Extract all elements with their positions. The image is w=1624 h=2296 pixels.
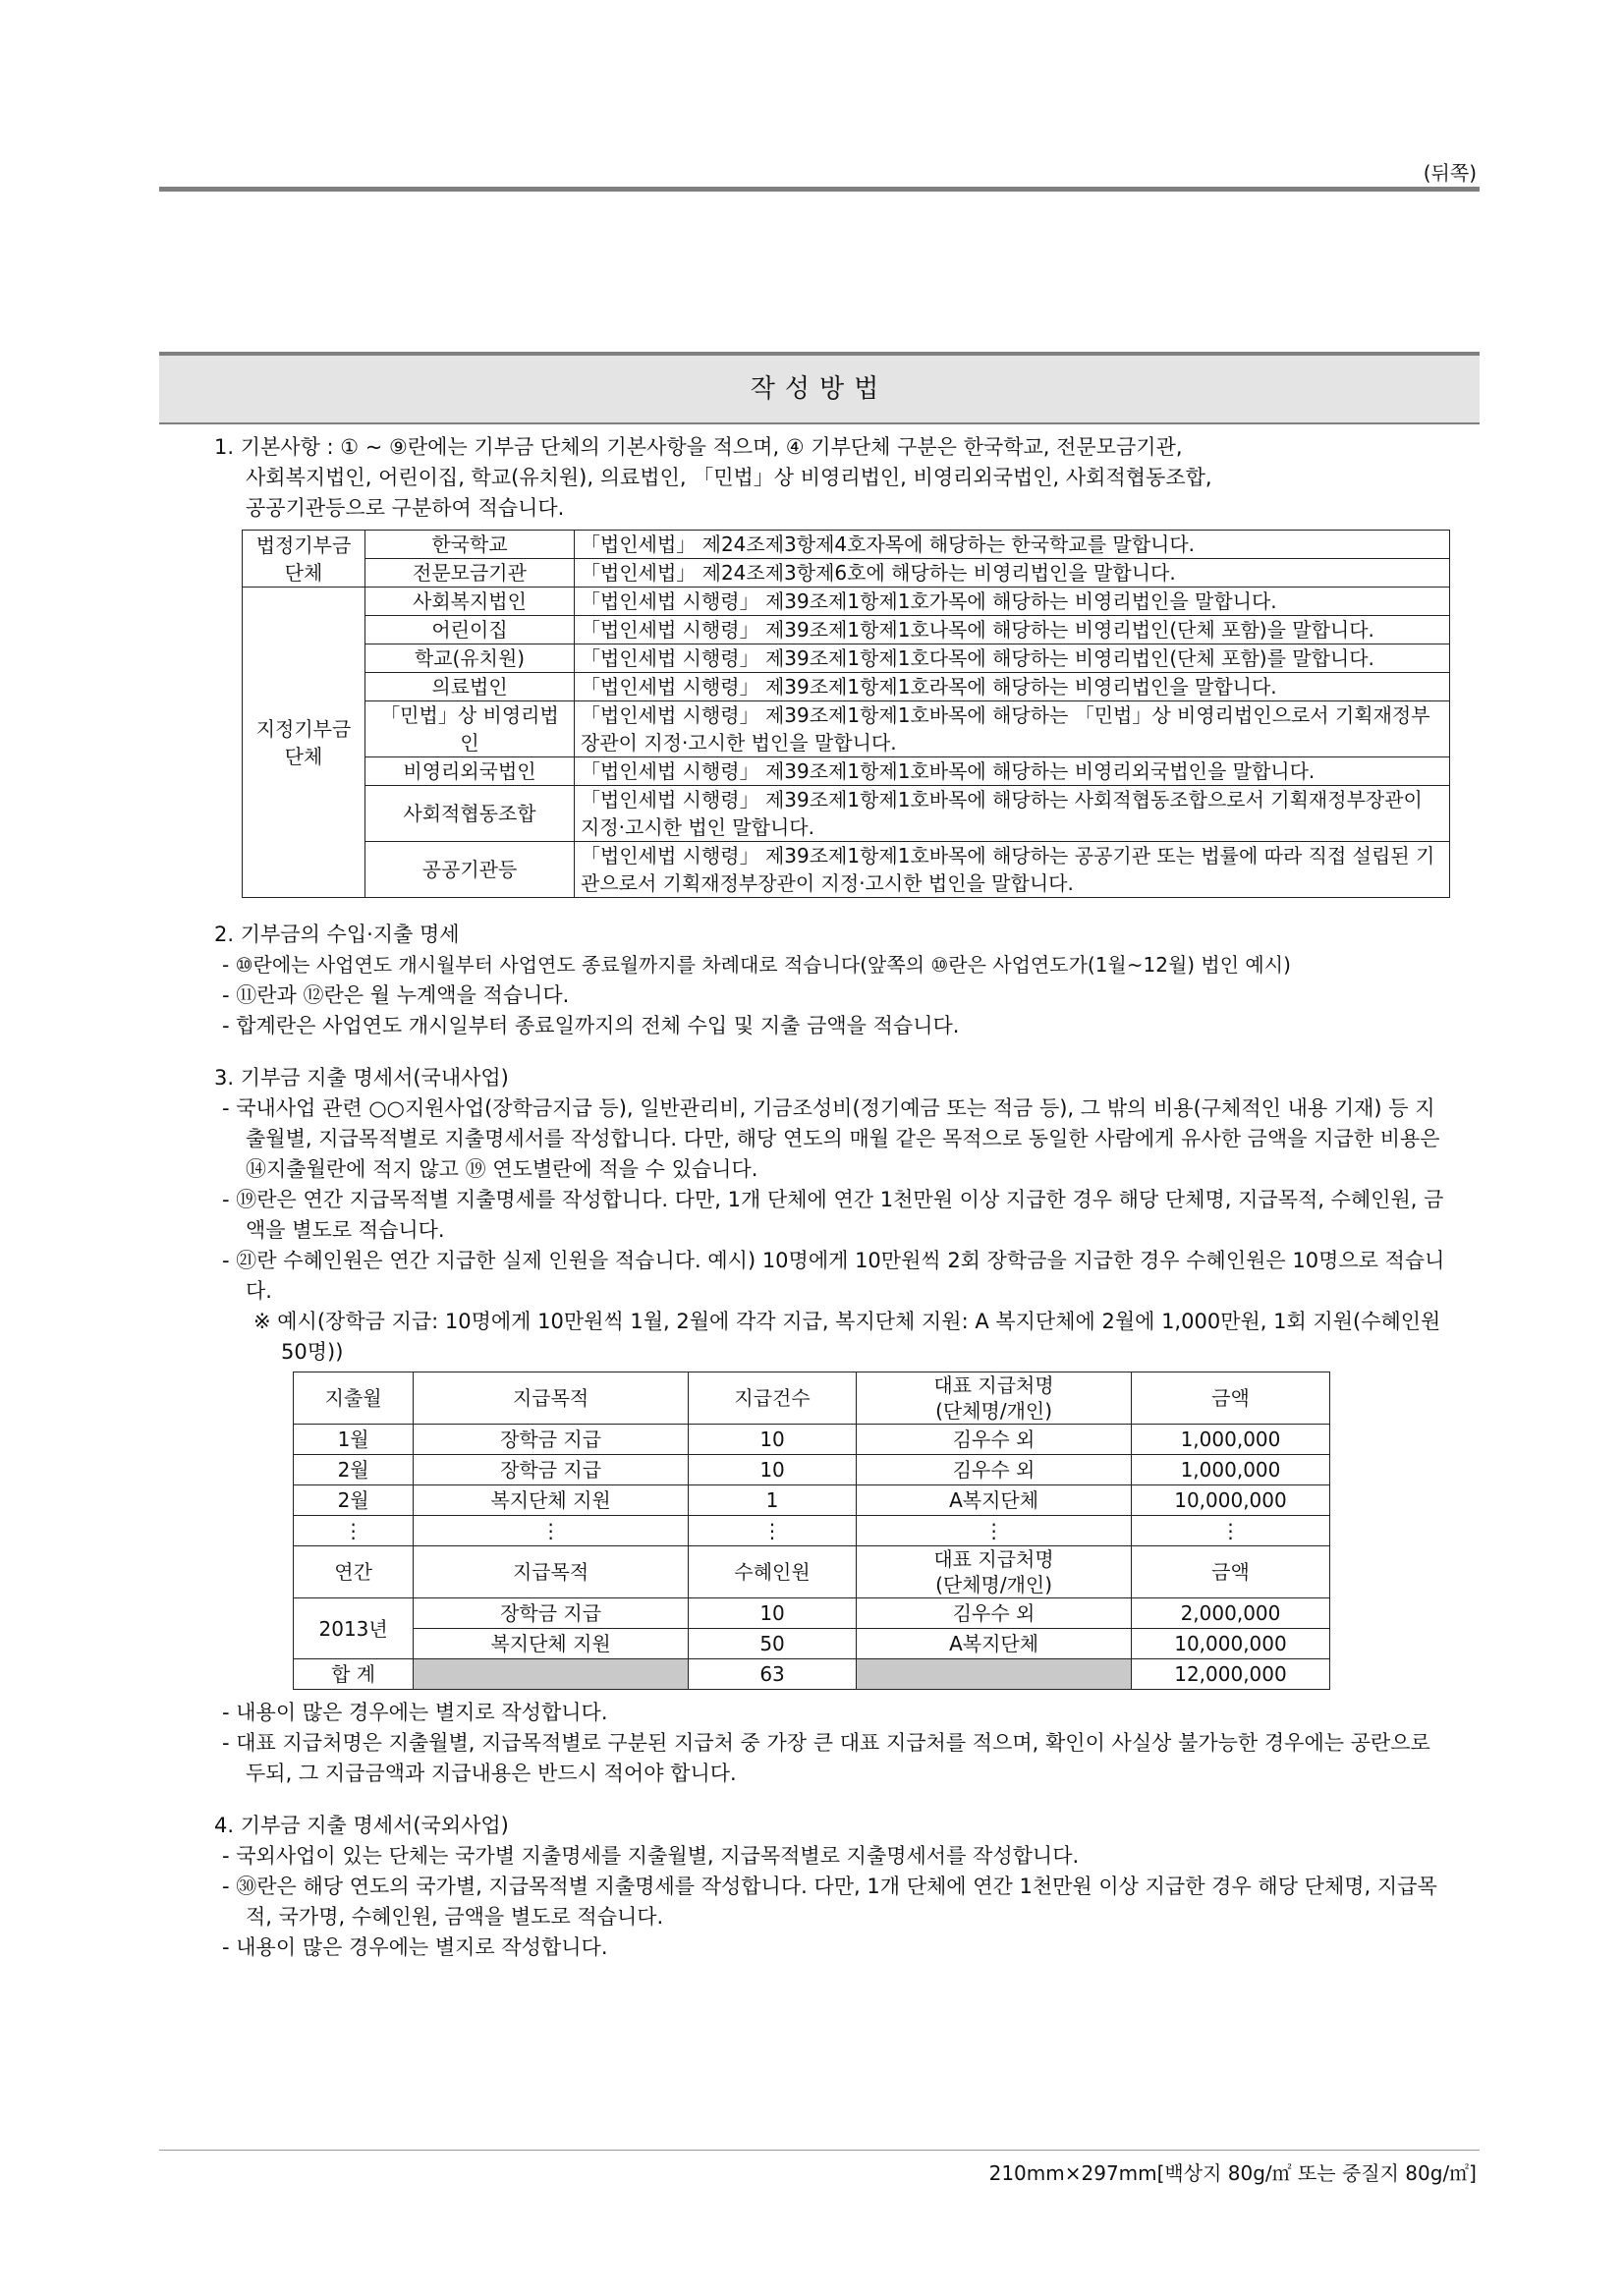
desc-cell: 「법인세법 시행령」 제39조제1항제1호바목에 해당하는 비영리외국법인을 말합니다.	[575, 757, 1450, 786]
table-cell: ⋮	[688, 1516, 856, 1546]
section-4-item: - 국외사업이 있는 단체는 국가별 지출명세를 지출월별, 지급목적별로 지출명세서를 작성합니다.	[222, 1844, 1080, 1868]
table-header-row	[294, 1546, 1330, 1598]
table-cell: 1,000,000	[1131, 1425, 1329, 1455]
header-cell: 지출월	[294, 1372, 414, 1425]
shaded-cell	[414, 1659, 689, 1690]
table-cell: A복지단체	[857, 1629, 1132, 1659]
desc-cell: 「법인세법 시행령」 제39조제1항제1호가목에 해당하는 비영리법인을 말합니다.	[575, 588, 1450, 616]
total-row	[294, 1659, 1330, 1690]
section-4	[214, 1811, 1450, 1963]
header-cell: 수혜인원	[688, 1546, 856, 1598]
organization-type-table	[242, 530, 1450, 898]
top-divider	[159, 187, 1480, 192]
type-cell: 한국학교	[365, 531, 575, 559]
table-cell: 2월	[294, 1455, 414, 1485]
section-4-heading: 4. 기부금 지출 명세서(국외사업)	[214, 1814, 509, 1837]
paper-spec-footer: 210mm×297mm[백상지 80g/㎡ 또는 중질지 80g/㎡]	[988, 2161, 1477, 2185]
table-cell: 1월	[294, 1425, 414, 1455]
section-2-item: - 합계란은 사업연도 개시일부터 종료일까지의 전체 수입 및 지출 금액을 적습니다.	[222, 1014, 960, 1037]
year-cell: 2013년	[294, 1598, 414, 1659]
total-amount-cell: 12,000,000	[1131, 1659, 1329, 1690]
table-cell: 복지단체 지원	[414, 1485, 689, 1516]
group-cell: 법정기부금 단체	[243, 531, 365, 588]
table-cell: 10,000,000	[1131, 1629, 1329, 1659]
table-cell: 2,000,000	[1131, 1598, 1329, 1629]
table-row	[294, 1516, 1330, 1546]
section-3-item: - 국내사업 관련 ○○지원사업(장학금지급 등), 일반관리비, 기금조성비(정기예금 또는 적금 등), 그 밖의 비용(구체적인 내용 기재) 등 지출월별, 지급목적별로 지출명세서를 작성합니다. 다만, 해당 연도의 매월 같은 목적으로 동일한 사람에게 유사한 금액을 지급한 비용은 ⑭지출월란에 적지 않고 ⑲ 연도별란에 적을 수 있습니다.	[222, 1096, 1440, 1181]
section-1	[214, 432, 1450, 898]
table-cell: 김우수 외	[857, 1598, 1132, 1629]
section-1-heading: 1. 기본사항 : ① ~ ⑨란에는 기부금 단체의 기본사항을 적으며, ④ 기부단체 구분은 한국학교, 전문모금기관,	[214, 435, 1183, 459]
header-cell: 연간	[294, 1546, 414, 1598]
type-cell: 어린이집	[365, 616, 575, 644]
table-cell: 장학금 지급	[414, 1598, 689, 1629]
table-cell: 1,000,000	[1131, 1455, 1329, 1485]
table-row	[243, 673, 1450, 701]
table-cell: 10	[688, 1455, 856, 1485]
section-3	[214, 1063, 1450, 1789]
title-bar	[159, 352, 1480, 424]
desc-cell: 「법인세법」 제24조제3항제4호자목에 해당하는 한국학교를 말합니다.	[575, 531, 1450, 559]
table-cell: 2월	[294, 1485, 414, 1516]
desc-cell: 「법인세법 시행령」 제39조제1항제1호나목에 해당하는 비영리법인(단체 포함)을 말합니다.	[575, 616, 1450, 644]
header-cell: 금액	[1131, 1372, 1329, 1425]
type-cell: 학교(유치원)	[365, 644, 575, 673]
table-row	[243, 842, 1450, 898]
table-cell: 10	[688, 1598, 856, 1629]
table-row	[294, 1598, 1330, 1629]
type-cell: 비영리외국법인	[365, 757, 575, 786]
type-cell: 의료법인	[365, 673, 575, 701]
section-1-line: 공공기관등으로 구분하여 적습니다.	[246, 496, 565, 520]
total-count-cell: 63	[688, 1659, 856, 1690]
type-cell: 사회복지법인	[365, 588, 575, 616]
table-cell: ⋮	[414, 1516, 689, 1546]
section-2-item: - ⑩란에는 사업연도 개시월부터 사업연도 종료월까지를 차례대로 적습니다(앞쪽의 ⑩란은 사업연도가(1월~12월) 법인 예시)	[222, 953, 1291, 977]
section-2-item: - ⑪란과 ⑫란은 월 누계액을 적습니다.	[222, 983, 570, 1007]
type-cell: 「민법」상 비영리법인	[365, 701, 575, 757]
table-cell: A복지단체	[857, 1485, 1132, 1516]
section-1-line: 사회복지법인, 어린이집, 학교(유치원), 의료법인, 「민법」상 비영리법인, 비영리외국법인, 사회적협동조합,	[246, 466, 1212, 489]
desc-cell: 「법인세법 시행령」 제39조제1항제1호바목에 해당하는 공공기관 또는 법률에 따라 직접 설립된 기관으로서 기획재정부장관이 지정·고시한 법인을 말합니다.	[575, 842, 1450, 898]
table-row	[243, 644, 1450, 673]
table-cell: 김우수 외	[857, 1425, 1132, 1455]
table-cell: ⋮	[1131, 1516, 1329, 1546]
table-row	[294, 1485, 1330, 1516]
section-2-heading: 2. 기부금의 수입·지출 명세	[214, 923, 460, 946]
table-row	[243, 786, 1450, 842]
section-3-item: - ⑲란은 연간 지급목적별 지출명세를 작성합니다. 다만, 1개 단체에 연간 1천만원 이상 지급한 경우 해당 단체명, 지급목적, 수혜인원, 금액을 별도로 적습니다.	[222, 1188, 1444, 1242]
table-cell: 50	[688, 1629, 856, 1659]
table-row	[294, 1425, 1330, 1455]
instructions-body	[214, 432, 1450, 1963]
desc-cell: 「법인세법」 제24조제3항제6호에 해당하는 비영리법인을 말합니다.	[575, 559, 1450, 588]
table-cell: 복지단체 지원	[414, 1629, 689, 1659]
table-cell: 10	[688, 1425, 856, 1455]
table-header-row	[294, 1372, 1330, 1425]
total-label-cell: 합 계	[294, 1659, 414, 1690]
section-3-heading: 3. 기부금 지출 명세서(국내사업)	[214, 1066, 509, 1090]
table-cell: ⋮	[294, 1516, 414, 1546]
table-row	[243, 757, 1450, 786]
header-cell: 대표 지급처명 (단체명/개인)	[857, 1372, 1132, 1425]
desc-cell: 「법인세법 시행령」 제39조제1항제1호바목에 해당하는 사회적협동조합으로서 기획재정부장관이 지정·고시한 법인 말합니다.	[575, 786, 1450, 842]
table-cell: 김우수 외	[857, 1455, 1132, 1485]
table-row	[243, 616, 1450, 644]
example-table	[293, 1372, 1330, 1690]
table-row	[243, 701, 1450, 757]
table-cell: ⋮	[857, 1516, 1132, 1546]
table-cell: 10,000,000	[1131, 1485, 1329, 1516]
desc-cell: 「법인세법 시행령」 제39조제1항제1호다목에 해당하는 비영리법인(단체 포함)를 말합니다.	[575, 644, 1450, 673]
header-cell: 대표 지급처명 (단체명/개인)	[857, 1546, 1132, 1598]
section-4-item: - ㉚란은 해당 연도의 국가별, 지급목적별 지출명세를 작성합니다. 다만, 1개 단체에 연간 1천만원 이상 지급한 경우 해당 단체명, 지급목적, 국가명, 수혜인원, 금액을 별도로 적습니다.	[222, 1875, 1437, 1929]
section-3-note: - 내용이 많은 경우에는 별지로 작성합니다.	[222, 1701, 608, 1724]
shaded-cell	[857, 1659, 1132, 1690]
bottom-divider	[159, 2150, 1480, 2151]
page-title: 작성방법	[750, 374, 889, 404]
section-3-item: - ㉑란 수혜인원은 연간 지급한 실제 인원을 적습니다. 예시) 10명에게 10만원씩 2회 장학금을 지급한 경우 수혜인원은 10명으로 적습니다.	[222, 1249, 1445, 1303]
table-row	[294, 1455, 1330, 1485]
header-cell: 금액	[1131, 1546, 1329, 1598]
table-row	[243, 531, 1450, 559]
page-side-label: (뒤쪽)	[1423, 161, 1477, 185]
header-cell: 지급목적	[414, 1372, 689, 1425]
table-row	[294, 1629, 1330, 1659]
section-4-item: - 내용이 많은 경우에는 별지로 작성합니다.	[222, 1935, 608, 1959]
table-row	[243, 559, 1450, 588]
header-cell: 지급건수	[688, 1372, 856, 1425]
type-cell: 사회적협동조합	[365, 786, 575, 842]
table-cell: 장학금 지급	[414, 1455, 689, 1485]
table-cell: 1	[688, 1485, 856, 1516]
section-2	[214, 920, 1450, 1041]
group-cell: 지정기부금 단체	[243, 588, 365, 898]
table-cell: 장학금 지급	[414, 1425, 689, 1455]
type-cell: 공공기관등	[365, 842, 575, 898]
desc-cell: 「법인세법 시행령」 제39조제1항제1호라목에 해당하는 비영리법인을 말합니다.	[575, 673, 1450, 701]
table-row	[243, 588, 1450, 616]
header-cell: 지급목적	[414, 1546, 689, 1598]
example-note: ※ 예시(장학금 지급: 10명에게 10만원씩 1월, 2월에 각각 지급, 복지단체 지원: A 복지단체에 2월에 1,000만원, 1회 지원(수혜인원 50명))	[253, 1310, 1441, 1364]
section-3-note: - 대표 지급처명은 지출월별, 지급목적별로 구분된 지급처 중 가장 큰 대표 지급처를 적으며, 확인이 사실상 불가능한 경우에는 공란으로 두되, 그 지급금액과 지급내용은 반드시 적어야 합니다.	[222, 1731, 1430, 1785]
type-cell: 전문모금기관	[365, 559, 575, 588]
desc-cell: 「법인세법 시행령」 제39조제1항제1호바목에 해당하는 「민법」상 비영리법인으로서 기획재정부장관이 지정·고시한 법인을 말합니다.	[575, 701, 1450, 757]
